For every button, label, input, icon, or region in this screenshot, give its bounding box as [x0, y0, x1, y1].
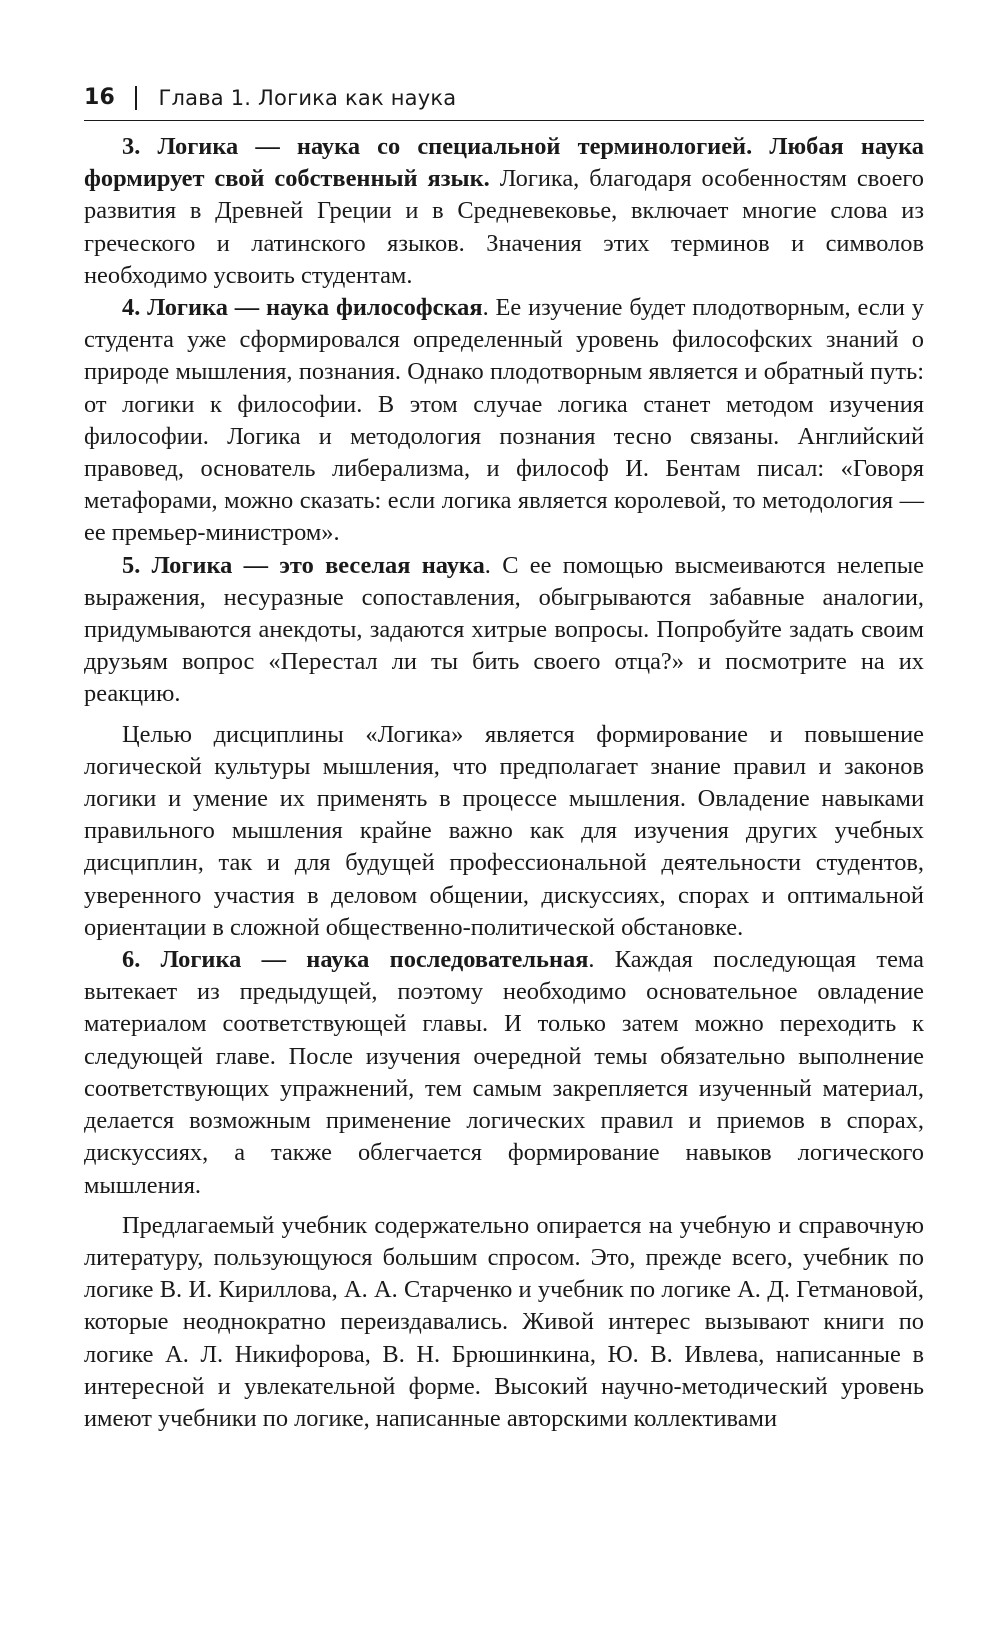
- paragraph-lead: 3. Логика — наука со специальной терминологией. Любая наука формирует свой собственный язык.: [84, 133, 924, 193]
- paragraph-text: Предлагаемый учебник содержательно опирается на учебную и справочную литературу, пользующуюся большим спросом. Это, прежде всего, учебник по логике В. И. Кириллова, А. А. Старченко и учебник по логике А. Д. Гетмановой, которые неоднократно переиздавались. Живой интерес вызывают книги по логике А. Л. Никифорова, В. Н. Брюшинкина, Ю. В. Ивлева, написанные в интересной и увлекательной форме. Высокий научно-методический уровень имеют учебники по логике, написанные авторскими коллективами: [84, 1211, 924, 1432]
- paragraph-text: Логика, благодаря особенностям своего развития в Древней Греции и в Средневековье, включает многие слова из греческого и латинского языков. Значения этих терминов и символов необходимо усвоить студентам.: [84, 165, 924, 289]
- paragraph-cheerful: [84, 550, 924, 711]
- book-page: [84, 82, 924, 1435]
- paragraph-text: Целью дисциплины «Логика» является формирование и повышение логической культуры мышления, что предполагает знание правил и законов логики и умение их применять в процессе мышления. Овладение навыками правильного мышления крайне важно как для изучения других учебных дисциплин, так и для будущей профессиональной деятельности студентов, уверенного участия в деловом общении, дискуссиях, спорах и оптимальной ориентации в сложной общественно-политической обстановке.: [84, 720, 924, 941]
- page-number: 16: [84, 85, 116, 110]
- paragraph-text: . С ее помощью высмеиваются нелепые выражения, несуразные сопоставления, обыгрываются забавные аналогии, придумываются анекдоты, задаются хитрые вопросы. Попробуйте задать своим друзьям вопрос «Перестал ли ты бить своего отца?» и посмотрите на их реакцию.: [84, 551, 924, 708]
- paragraph-terminology: [84, 131, 924, 292]
- body-text: [84, 131, 924, 1435]
- paragraph-lead: 6. Логика — наука последовательная: [122, 946, 589, 974]
- paragraph-lead: 5. Логика — это веселая наука: [122, 551, 485, 579]
- paragraph-philosophical: [84, 292, 924, 550]
- header-separator: [135, 86, 137, 110]
- paragraph-lead: 4. Логика — наука философская: [122, 294, 483, 322]
- chapter-title: Глава 1. Логика как наука: [158, 86, 457, 110]
- paragraph-discipline-goal: [84, 719, 924, 944]
- paragraph-text: . Каждая последующая тема вытекает из предыдущей, поэтому необходимо основательное овладение материалом соответствующей главы. И только затем можно переходить к следующей главе. После изучения очередной темы обязательно выполнение соответствующих упражнений, тем самым закрепляется изученный материал, делается возможным применение логических правил и приемов в спорах, дискуссиях, а также облегчается формирование навыков логического мышления.: [84, 946, 924, 1199]
- running-head: [84, 82, 924, 121]
- paragraph-sequential: [84, 944, 924, 1202]
- paragraph-text: . Ее изучение будет плодотворным, если у студента уже сформировался определенный уровень философских знаний о природе мышления, познания. Однако плодотворным является и обратный путь: от логики к философии. В этом случае логика станет методом изучения философии. Логика и методология познания тесно связаны. Английский правовед, основатель либерализма, и философ И. Бентам писал: «Говоря метафорами, можно сказать: если логика является королевой, то методология — ее премьер-министром».: [84, 294, 924, 547]
- paragraph-textbook-sources: [84, 1210, 924, 1435]
